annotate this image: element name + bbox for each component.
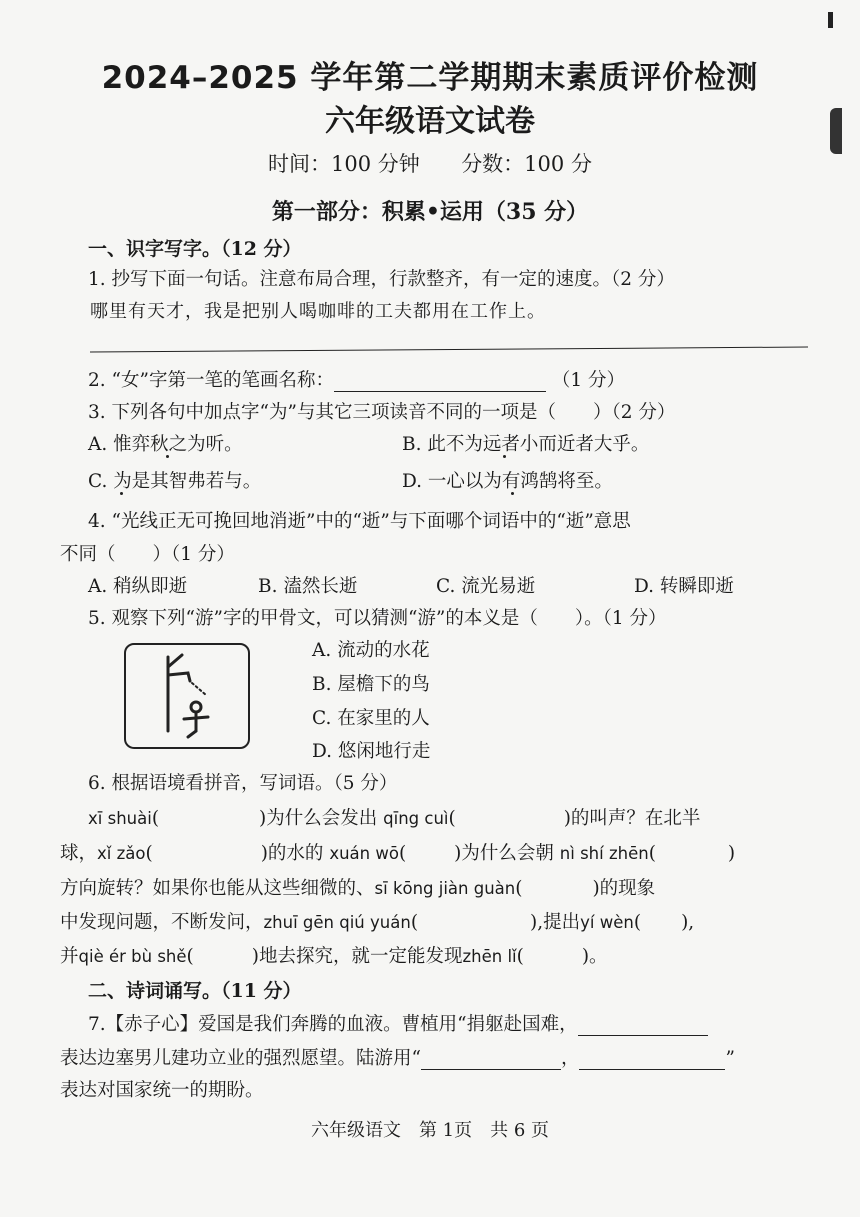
q7-line-1 [88,1010,708,1036]
scan-artifact [830,108,842,154]
q6-text: )为什么会发出 [259,808,378,829]
q6-line-2: 球，xǐ zǎo( )的水的 xuán wō( )为什么会朝 nì shí zhēn( ) [60,843,736,864]
pinyin: xī shuài [88,809,152,828]
q6-line-4: 中发现问题，不断发问，zhuī gēn qiú yuán( ),提出yí wèn( ), [60,912,695,933]
q6-text: )的现象 [592,878,656,899]
emphasis-dot [166,455,169,458]
answer-blank[interactable] [579,1051,725,1070]
pinyin: xuán wō [329,844,399,863]
answer-blank[interactable] [334,373,546,392]
q6-text: 方向旋转？如果你也能从这些细微的、 [60,878,375,899]
q6-text: )为什么会朝 [454,843,554,864]
pinyin: zhuī gēn qiú yuán [263,913,411,932]
page-footer: 六年级语文 第 1页 共 6 页 [310,1120,550,1141]
exam-subtitle: 六年级语文试卷 [325,104,535,139]
option-c: C. 为是其智弗若与。 [88,471,262,492]
option-d: D. 一心以为有鸿鹄将至。 [402,471,613,492]
q7-text: 7.【赤子心】爱国是我们奔腾的血液。曹植用“捐躯赴国难， [88,1014,578,1035]
pinyin: xǐ zǎo [97,844,146,863]
question-2 [88,366,625,392]
q6-line-3: 方向旋转？如果你也能从这些细微的、sī kōng jiàn guàn( )的现象 [60,878,656,899]
answer-line[interactable] [90,346,808,352]
question-4-line1: 4. “光线正无可挽回地消逝”中的“逝”与下面哪个词语中的“逝”意思 [88,511,631,532]
pinyin: qīng cuì [383,809,449,828]
copy-sentence: 哪里有天才，我是把别人喝咖啡的工夫都用在工作上。 [90,301,546,322]
question-4-line2: 不同（ ）（1 分） [60,544,235,565]
pinyin: qiè ér bù shě [78,947,187,966]
pinyin: sī kōng jiàn guàn [374,879,516,898]
score-label: 分数：100 分 [461,152,592,176]
q6-text: )。 [581,946,608,967]
exam-meta [0,148,860,178]
emphasis-dot [120,492,123,495]
question-2-text: 2. “女”字第一笔的笔画名称： [88,370,334,391]
pinyin: nì shí zhēn [559,844,649,863]
q6-line-1: xī shuài( )为什么会发出 qīng cuì( )的叫声？在北半 [88,808,701,829]
pinyin: yí wèn [580,913,634,932]
question-3: 3. 下列各句中加点字“为”与其它三项读音不同的一项是（ ）（2 分） [88,402,676,423]
section-2-title: 二、诗词诵写。（11 分） [88,980,302,1002]
q6-text: 中发现问题，不断发问， [60,912,264,933]
answer-blank[interactable] [578,1017,708,1036]
emphasis-dot [503,455,506,458]
q4-option-c: C. 流光易逝 [436,576,536,597]
answer-blank[interactable] [421,1051,561,1070]
q7-line-2: 表达边塞男儿建功立业的强烈愿望。陆游用“ ， ” [60,1048,735,1069]
question-6: 6. 根据语境看拼音，写词语。（5 分） [88,773,398,794]
pinyin: zhēn lǐ [462,947,517,966]
q5-option-c: C. 在家里的人 [312,708,430,729]
option-a: A. 惟弈秋之为听。 [88,434,243,455]
scan-artifact [828,12,833,28]
oracle-bone-glyph-icon [126,645,248,747]
part-title: 第一部分：积累•运用（35 分） [271,199,589,225]
q7-line-3: 表达对国家统一的期盼。 [60,1080,264,1101]
q5-option-a: A. 流动的水花 [312,640,430,661]
question-2-score: （1 分） [551,370,625,391]
q7-text: 表达边塞男儿建功立业的强烈愿望。陆游用“ [60,1048,421,1069]
q6-text: 球， [60,843,98,864]
question-1: 1. 抄写下面一句话。注意布局合理，行款整齐，有一定的速度。（2 分） [88,269,675,290]
q6-text: ),提出 [530,912,581,933]
q6-text: )的叫声？在北半 [563,808,701,829]
q6-text: )地去探究，就一定能发现 [251,946,463,967]
emphasis-dot [511,492,514,495]
oracle-bone-character-image [124,643,250,749]
section-title: 一、识字写字。（12 分） [88,238,302,260]
q5-option-b: B. 屋檐下的鸟 [312,674,430,695]
q4-option-d: D. 转瞬即逝 [634,576,734,597]
q6-text: )的水的 [260,843,324,864]
q6-text: 并 [60,946,79,967]
q6-line-5: 并qiè ér bù shě( )地去探究，就一定能发现zhēn lǐ( )。 [60,946,608,967]
question-5: 5. 观察下列“游”字的甲骨文，可以猜测“游”的本义是（ ）。（1 分） [88,608,667,629]
exam-title: 2024–2025 学年第二学期期末素质评价检测 [101,60,759,96]
q4-option-a: A. 稍纵即逝 [88,576,188,597]
q5-option-d: D. 悠闲地行走 [312,741,431,762]
time-label: 时间：100 分钟 [268,152,420,176]
option-b: B. 此不为远者小而近者大乎。 [402,434,650,455]
q4-option-b: B. 溘然长逝 [258,576,358,597]
